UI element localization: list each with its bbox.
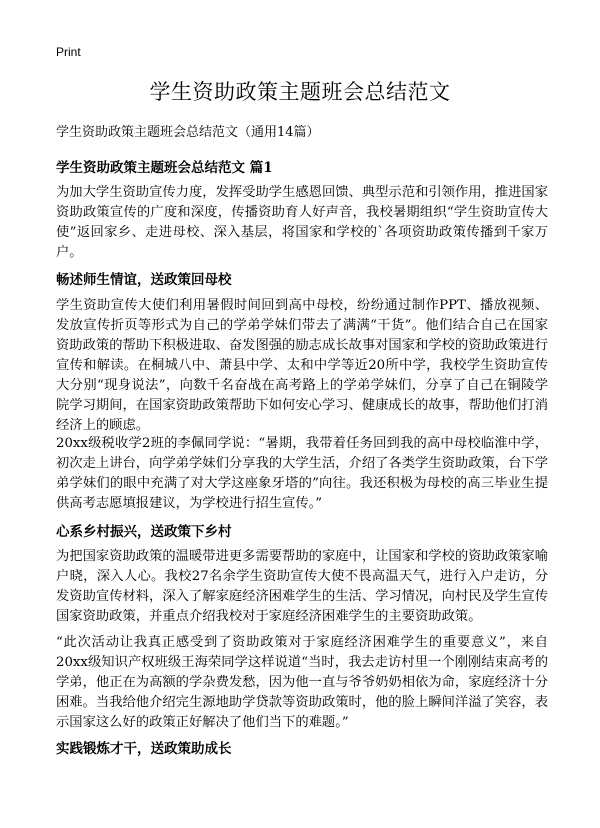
section-heading-village: 心系乡村振兴，送政策下乡村	[56, 524, 232, 540]
section-heading-alma-mater: 畅述师生情谊，送政策回母校	[56, 272, 232, 288]
page-title: 学生资助政策主题班会总结范文	[149, 80, 451, 104]
paragraph-quote-li: 20xx级税收学2班的李佩同学说：“暑期，我带着任务回到我的高中母校临淮中学，初次走上讲台，向学弟学妹们分享我的大学生活，介绍了各类学生资助政策，台下学弟学妹们的眼中充满了对大学这座象牙塔的”向往。我还积极为母校的高三毕业生提供高考志愿填报建议，为学校进行招生宣传。”	[56, 436, 548, 511]
section-heading-practice: 实践锻炼才干，送政策助成长	[56, 741, 232, 757]
print-link[interactable]: Print	[56, 45, 81, 59]
page-subtitle: 学生资助政策主题班会总结范文（通用14篇）	[56, 125, 320, 140]
paragraph-intro: 为加大学生资助宣传力度，发挥受助学生感恩回馈、典型示范和引领作用，推进国家资助政策宣传的广度和深度，传播资助育人好声音，我校暑期组织“学生资助宣传大使”返回家乡、走进母校、深入基层，将国家和学校的`各项资助政策传播到千家万户。	[56, 185, 548, 260]
paragraph-village: 为把国家资助政策的温暖带进更多需要帮助的家庭中，让国家和学校的资助政策家喻户晓，深入人心。我校27名余学生资助宣传大使不畏高温天气，进行入户走访，分发资助宣传材料，深入了解家庭经济困难学生的生活、学习情况，向村民及学生宣传国家资助政策，并重点介绍我校对于家庭经济困难学生的主要资助政策。	[56, 549, 548, 624]
paragraph-quote-wang: “此次活动让我真正感受到了资助政策对于家庭经济困难学生的重要意义”，来自20xx级知识产权班级王海荣同学这样说道“当时，我去走访村里一个刚刚结束高考的学弟，他正在为高额的学杂费发愁，因为他一直与爷爷奶奶相依为命，家庭经济十分困难。当我给他介绍完生源地助学贷款等资助政策时，他的脸上瞬间洋溢了笑容，表示国家这么好的政策正好解决了他们当下的难题。”	[56, 635, 548, 730]
section-title: 学生资助政策主题班会总结范文 篇1	[56, 160, 273, 176]
paragraph-alma-mater: 学生资助宣传大使们利用暑假时间回到高中母校，纷纷通过制作PPT、播放视频、发放宣传折页等形式为自己的学弟学妹们带去了满满“干货”。他们结合自己在国家资助政策的帮助下积极进取、奋发图强的励志成长故事对国家和学校的资助政策进行宣传和解读。在桐城八中、萧县中学、太和中学等近20所中学，我校学生资助宣传大分别“现身说法”，向数千名奋战在高考路上的学弟学妹们，分享了自己在铜陵学院学习期间，在国家资助政策帮助下如何安心学习、健康成长的故事，帮助他们打消经济上的顾虑。	[56, 298, 548, 433]
